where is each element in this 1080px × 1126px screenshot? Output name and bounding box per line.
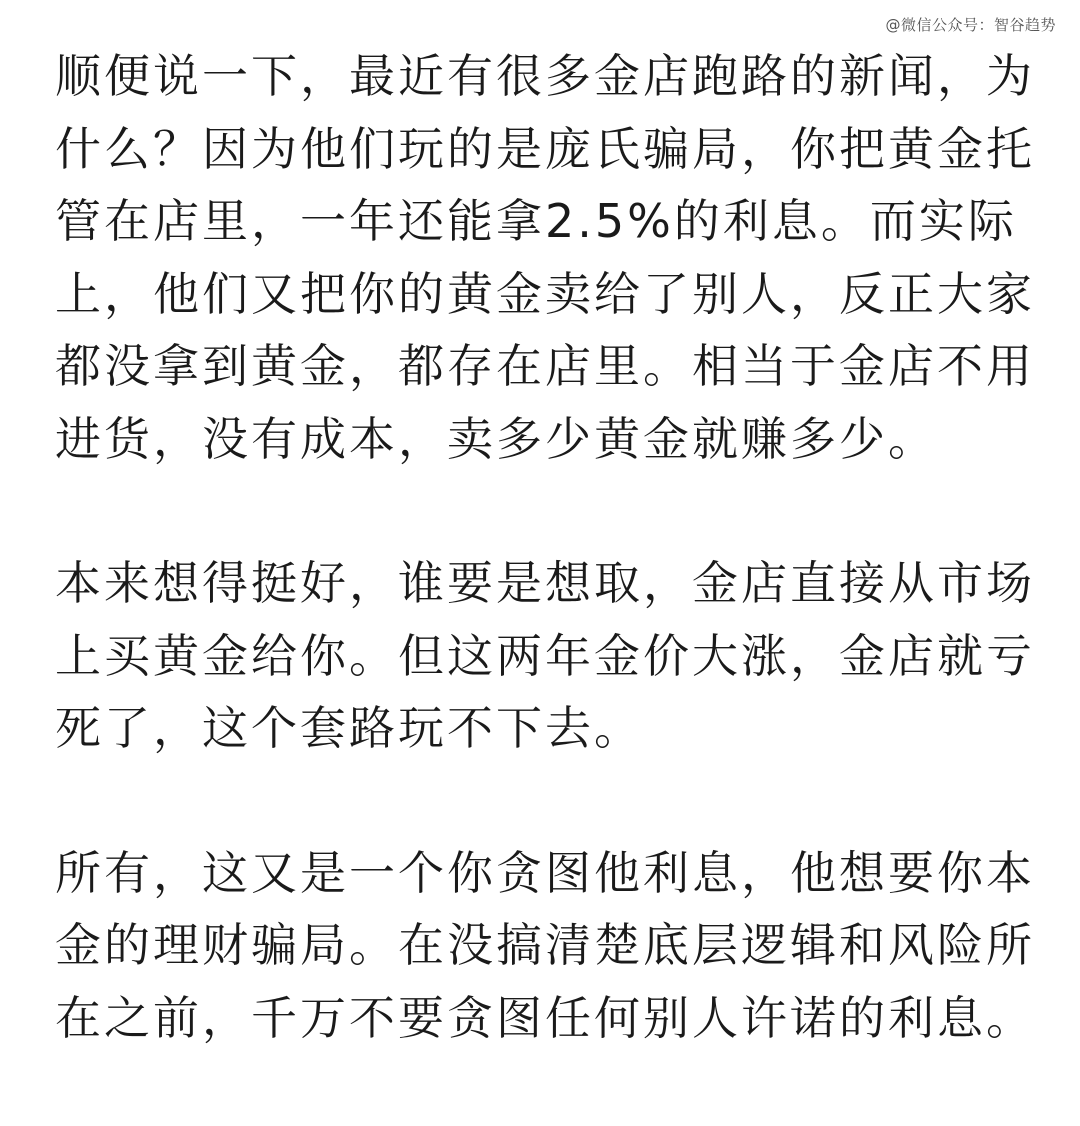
text-line: 都没拿到黄金，都存在店里。相当于金店不用 bbox=[55, 339, 1035, 393]
text-line: 什么？因为他们玩的是庞氏骗局，你把黄金托 bbox=[55, 121, 1035, 176]
text-line: 顺便说一下，最近有很多金店跑路的新闻，为 bbox=[55, 49, 1035, 103]
text-line: 管在店里，一年还能拿2.5%的利息。而实际 bbox=[55, 194, 1017, 248]
text-line: 本来想得挺好，谁要是想取，金店直接从市场 bbox=[55, 556, 1035, 610]
text-line: 上买黄金给你。但这两年金价大涨，金店就亏 bbox=[55, 628, 1035, 683]
text-line: 上，他们又把你的黄金卖给了别人，反正大家 bbox=[55, 266, 1035, 321]
text-line: 在之前，千万不要贪图任何别人许诺的利息。 bbox=[55, 990, 1035, 1045]
paragraph-3 bbox=[55, 837, 1045, 1055]
text-line: 金的理财骗局。在没搞清楚底层逻辑和风险所 bbox=[55, 918, 1035, 972]
article-body bbox=[55, 40, 1045, 1126]
watermark-text: @微信公众号：智谷趋势 bbox=[885, 16, 1056, 34]
text-line: 进货，没有成本，卖多少黄金就赚多少。 bbox=[55, 411, 937, 466]
text-line: 所有，这又是一个你贪图他利息，他想要你本 bbox=[55, 845, 1035, 900]
text-line: 死了，这个套路玩不下去。 bbox=[55, 701, 643, 755]
paragraph-2 bbox=[55, 547, 1045, 765]
paragraph-1 bbox=[55, 40, 1045, 475]
